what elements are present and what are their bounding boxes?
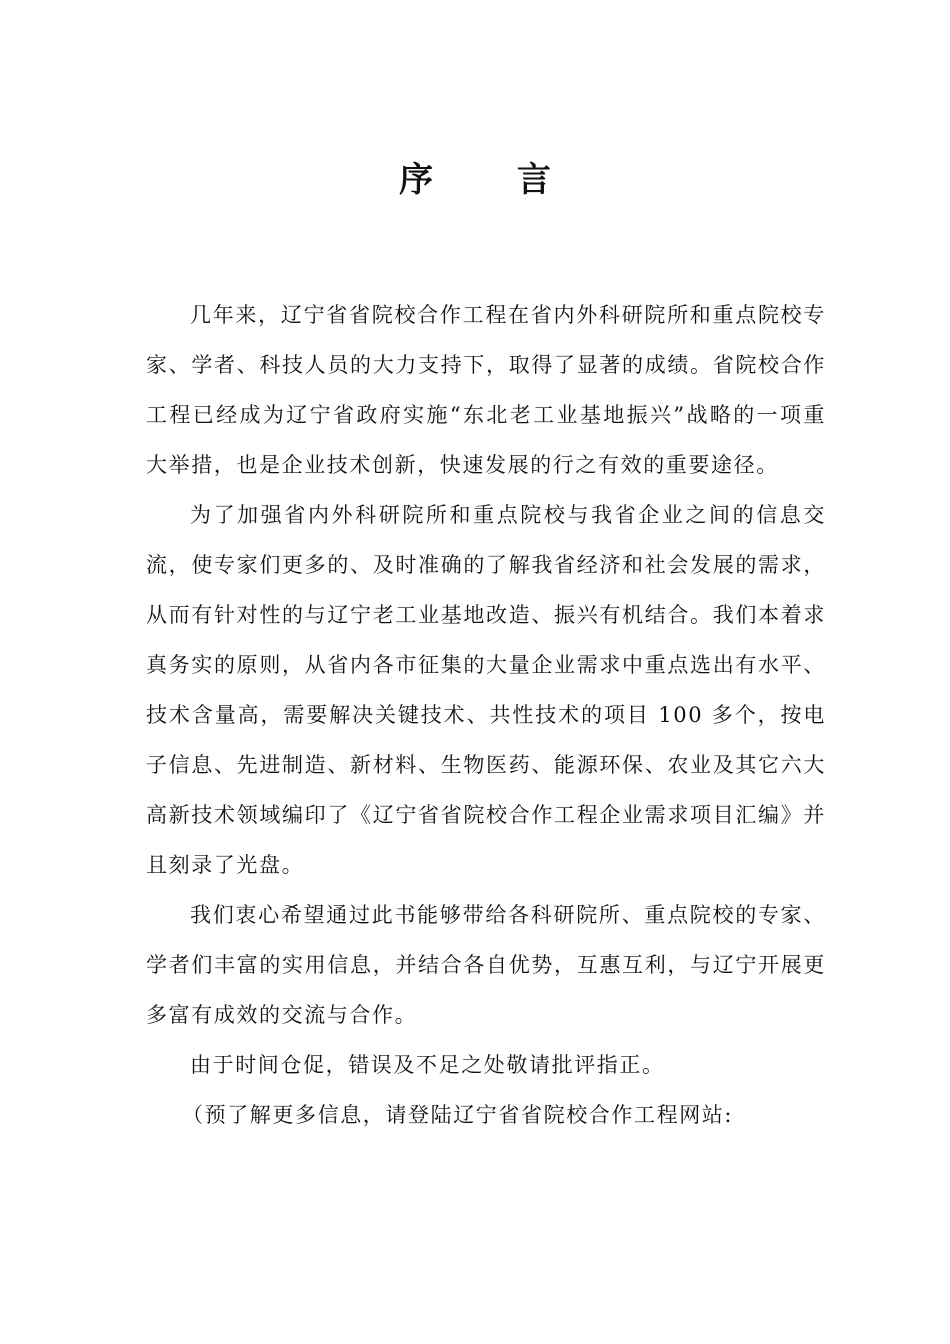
paragraph-purpose: 为了加强省内外科研院所和重点院校与我省企业之间的信息交流，使专家们更多的、及时准确的了解我省经济和社会发展的需求，从而有针对性的与辽宁老工业基地改造、振兴有机结合。我们本着求真务实的原则，从省内各市征集的大量企业需求中重点选出有水平、技术含量高，需要解决关键技术、共性技术的项目 100 多个，按电子信息、先进制造、新材料、生物医药、能源环保、农业及其它六大高新技术领域编印了《辽宁省省院校合作工程企业需求项目汇编》并且刻录了光盘。 (146, 503, 826, 877)
page-title: 序 言 (399, 160, 587, 200)
paragraph-apology: 由于时间仓促，错误及不足之处敬请批评指正。 (190, 1053, 665, 1077)
preface-body (146, 290, 826, 1140)
paragraph-intro: 几年来，辽宁省省院校合作工程在省内外科研院所和重点院校专家、学者、科技人员的大力支持下，取得了显著的成绩。省院校合作工程已经成为辽宁省政府实施“东北老工业基地振兴”战略的一项重大举措，也是企业技术创新，快速发展的行之有效的重要途径。 (146, 303, 826, 477)
paragraph-hope: 我们衷心希望通过此书能够带给各科研院所、重点院校的专家、学者们丰富的实用信息，并结合各自优势，互惠互利，与辽宁开展更多富有成效的交流与合作。 (146, 903, 826, 1027)
paragraph-website-note: （预了解更多信息，请登陆辽宁省省院校合作工程网站: (182, 1103, 734, 1127)
